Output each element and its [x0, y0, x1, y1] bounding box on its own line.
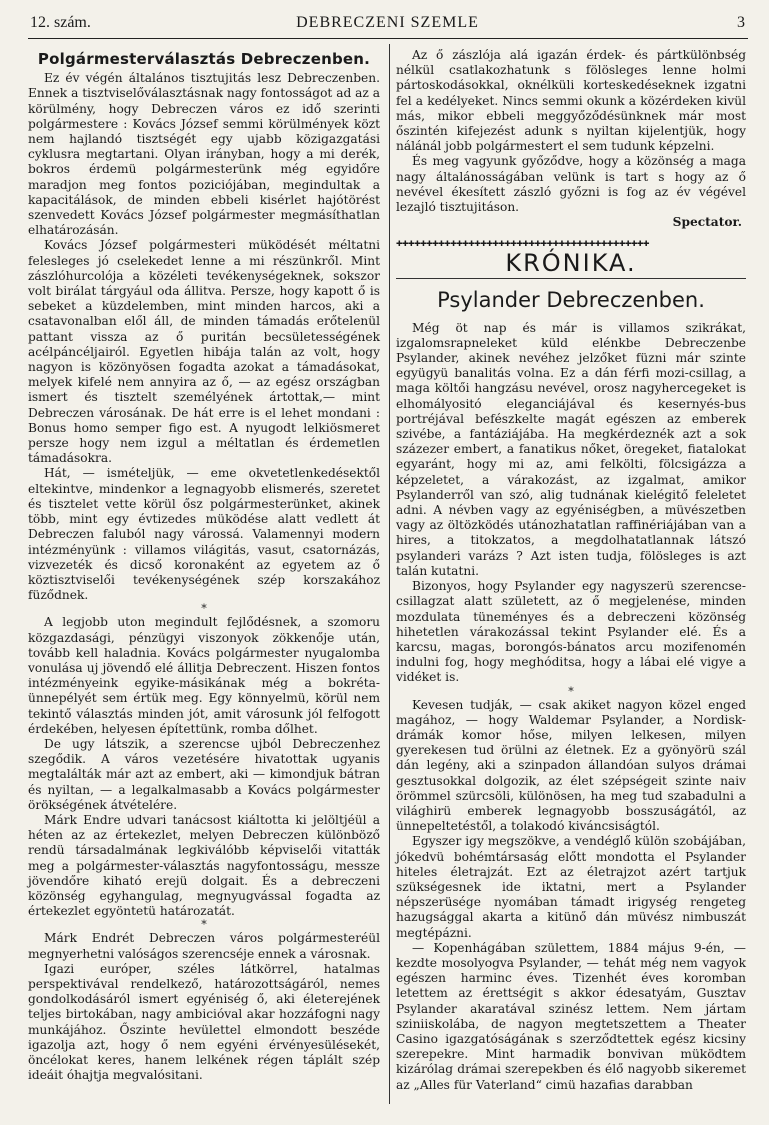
article-heading-psylander: Psylander Debreczenben. — [437, 287, 705, 312]
section-asterisk: * — [201, 602, 207, 616]
section-rule — [396, 278, 746, 279]
paragraph: Még öt nap és már is villamos szikrákat, izgalomsrapneleket küld elénkbe Debreczenbe Psylander, akinek nevéhez jelzőket füzni már szinte együgyü banalitás volna. Ez a dán férfi mozi-csillag, a maga költői hangzásu nevével, orosz nagyhercegeket is elhomályositó eleganciájával és kesernyés-bus portréjával befészkelte magát egészen az emberek szivébe, a fantáziájába. Ha megkérdeznék azt a sok százezer embert, a fanatikus nőket, öregeket, fiatalokat egyaránt, hogy mi az, ami felkölti, fölcsigázza a képzeletet, a várakozást, az izgalmat, amikor Psylanderről van szó, alig tudnának kielégitő feleletet adni. A névben vagy az egyéniségben, a müvészetben vagy az öltözködés utánozhatatlan raffinériájában van a hires, a titokzatos, a megdolhatatlannak látszó psylanderi varázs ? Azt isten tudja, fölösleges is azt talán kutatni. — [396, 320, 746, 578]
paragraph: Igazi európer, széles látkörrel, hatalmas perspektivával rendelkező, határozottságáról, nemes gondolkodásáról ismert egyéniség ő, aki életerejének teljes birtokában, nagy ambicióval akar hozzáfogni nagy munkájához. Őszinte hevülettel elmondott beszéde igazolja azt, hogy ő nem egyéni érvényesülésekét, öncélokat keres, hanem lelkének régen táplált szép ideáit óhajtja megvalósitani. — [28, 961, 380, 1083]
section-title-kronika: KRÓNIKA. — [505, 249, 637, 278]
running-header — [30, 10, 745, 36]
right-column — [396, 48, 746, 1093]
paragraph: De ugy látszik, a szerencse ujból Debreczenhez szegődik. A város vezetésére hivatottak ugyanis megtalálták már azt az embert, aki — kimondjuk bátran és nyiltan, — a legalkalmasabb a Kovács polgármester örökségének átvételére. — [28, 736, 380, 812]
column-divider — [389, 44, 390, 1104]
section-asterisk: * — [568, 684, 574, 698]
journal-title: DEBRECZENI SZEMLE — [296, 14, 479, 31]
paragraph: Márk Endre udvari tanácsost kiáltotta ki jelöltjéül a héten az az értekezlet, melyen Debreczen különböző rendü társadalmának legkiválóbb képviselői vitatták meg a polgármester-választás nagyfontosságu, messze jövendőre kiható erejü dolgait. És a debreczeni közönség egyhangulag, megnyugvással fogadta az értekezlet egyöntetü határozatát. — [28, 812, 380, 919]
issue-number: 12. szám. — [30, 14, 91, 31]
author-signature: Spectator. — [672, 215, 742, 230]
article-heading-mayor-election: Polgármesterválasztás Debreczenben. — [37, 50, 371, 68]
paragraph: Bizonyos, hogy Psylander egy nagyszerü szerencse-csillagzat alatt született, az ő megjelenése, minden mozdulata tüneményes és a debreczeni közönség hihetetlen várakozással tekint Psylander elé. És a karcsu, magas, borongós-bánatos arcu mozifenomén indulni fog, hogy meghóditsa, hogy a lábai elé vigye a vidéket is. — [396, 579, 746, 685]
paragraph: Kovács József polgármesteri müködését méltatni felesleges jó cselekedet lenne a mi részünkről. Mint zászlóhurcolója a közéleti tevékenységeknek, sokszor volt birálat tárgyául oda állitva. Persze, hogy kapott ő is sebeket a küzdelemben, mint minden harcos, aki a csatavonalban elől áll, de minden támadás erőtelenül pattant vissza az ő puritán becsületességének acélpáncéljairól. Egyetlen hibája talán az volt, hogy nagyon is közönyösen fogadta azokat a támadásokat, melyek kifelé nem annyira az ő, — az egész országban ismert és tisztelt személyének ártottak,— mint Debreczen városának. De hát erre is el lehet mondani : Bonus homo semper figo est. A nyugodt lelkiösmeret persze hogy nem izgul a méltatlan és érdemetlen támadásokra. — [28, 238, 380, 466]
paragraph: Egyszer igy megszökve, a vendéglő külön szobájában, jókedvü bohémtársaság előtt mondotta el Psylander hiteles életrajzát. Ezt az életrajzot azért tartjuk szükségesnek ide iktatni, mert a Psylander népszerüsége nyomában támadt irigység rengeteg hazugsággal akarta a kitünő dán müvész nimbuszát megtépázni. — [396, 834, 746, 940]
header-rule — [28, 38, 748, 39]
paragraph: Hát, — ismételjük, — eme okvetetlenkedésektől eltekintve, mindenkor a legnagyobb elismerés, szeretet és tisztelet vette körül ősz polgármesterünket, akinek több, mint egy évtizedes müködése alatt vedlett át Debreczen faluból nagy várossá. Valamennyi modern intézményünk : villamos világitás, vasut, csatornázás, vizvezeték és dicső koronaként az egyetem az ő köztisztviselői tevékenységének szép korszakához füződnek. — [28, 466, 380, 603]
paragraph: Ez év végén általános tisztujitás lesz Debreczenben. Ennek a tisztviselőválasztásnak nagy fontosságot ad az a körülmény, hogy Debreczen város ez idő szerinti polgármestere : Kovács József semmi körülmények közt nem hajlandó tisztségét egy ujabb közigazgatási cyklusra megtartani. Olyan irányban, hogy a mi derék, bokros érdemü polgármesterünk még egyidőre maradjon meg fontos poziciójában, megindultak a kapacitálások, de minden ebbeli kisérlet hajótörést szenvedett Kovács József polgármester megmásíthatlan elhatározásán. — [28, 71, 380, 238]
left-column — [28, 48, 380, 1083]
paragraph: És meg vagyunk győződve, hogy a közönség a maga nagy általánosságában velünk is tart s hogy az ő nevével ékesített zászló győzni is fog az év végével lezajló tisztujitáson. — [396, 154, 746, 215]
paragraph: Kevesen tudják, — csak akiket nagyon közel enged magához, — hogy Waldemar Psylander, a Nordisk-drámák komor hőse, milyen lelkesen, milyen gyerekesen tud örülni az életnek. Ez a gyönyörü szál dán legény, aki a szinpadon állandóan sulyos drámai gesztusokkal dolgozik, az élet szépségeit szinte naiv örömmel szürcsöli, különösen, ha meg tud szabadulni a világhirü emberek legnagyobb bosszuságától, az ünnepeltetéstől, a tolakodó kiváncsiságtól. — [396, 697, 746, 834]
page-number: 3 — [737, 14, 745, 31]
section-asterisk: * — [201, 918, 207, 932]
paragraph: Az ő zászlója alá igazán érdek- és pártkülönbség nélkül csatlakozhatunk s fölösleges lenne holmi pártoskodásokkal, oknélküli korteskedéseknek izgatni fel a kedélyeket. Nincs semmi okunk a közérdeken kivül más, mikor ebbeli meggyőződésünknek már most őszintén kifejezést adunk s nyiltan kijelentjük, hogy nálánál jobb polgármestert el sem tudunk képzelni. — [396, 48, 746, 154]
paragraph: A legjobb uton megindult fejlődésnek, a szomoru közgazdasági, pénzügyi viszonyok zökkenője után, tovább kell haladnia. Kovács polgármester nyugalomba vonulása uj jövendő elé állitja Debreczent. Hiszen fontos intézményeink egyike-másikának még a bokréta-ünnepélyét sem értük meg. Egy könnyelmü, körül nem tekintő választás minden jót, amit városunk jól felfogott érdekében, helyesen építettünk, romba dőlhet. — [28, 615, 380, 736]
paragraph: — Kopenhágában születtem, 1884 május 9-én, — kezdte mosolyogva Psylander, — tehát még nem vagyok egészen harminc éves. Tizenhét éves koromban letettem az érettségit s akkor édesatyám, Gusztav Psylander akaratával szinész lettem. Nem jártam sziniiskolába, de nagyon megtetszettem a Theater Casino igazgatóságának s szerződtettek egész kicsiny szerepekre. Mint harmadik bonvivan müködtem kizárólag drámai szerepekben és élő nagyobb sikeremet az „Alles für Vaterland“ cimü hazafias darabban — [396, 940, 746, 1092]
ornamental-divider: ✚✚✚✚✚✚✚✚✚✚✚✚✚✚✚✚✚✚✚✚✚✚✚✚✚✚✚✚✚✚✚✚✚✚✚✚✚✚✚✚✚✚ — [396, 236, 649, 250]
paragraph: Márk Endrét Debreczen város polgármesteréül megnyerhetni valóságos szerencséje ennek a városnak. — [28, 931, 380, 961]
